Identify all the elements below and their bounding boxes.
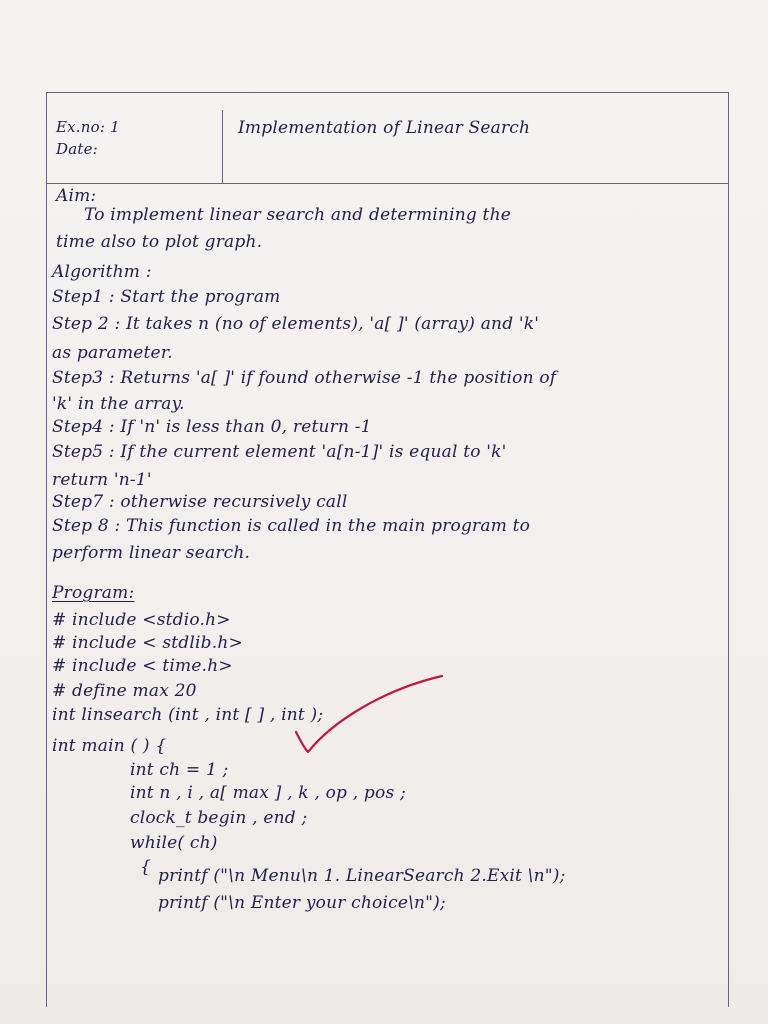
program-line-4: # define max 20 xyxy=(52,681,197,701)
algorithm-step-5-cont: return 'n-1' xyxy=(52,470,152,490)
program-line-3: # include < time.h> xyxy=(52,656,233,676)
algorithm-step-2-cont: as parameter. xyxy=(52,343,173,363)
program-body-line-2: int n , i , a[ max ] , k , op , pos ; xyxy=(130,783,406,803)
program-line-5: int linsearch (int , int [ ] , int ); xyxy=(52,705,324,725)
header-divider-line xyxy=(46,183,729,184)
algorithm-step-8: Step 8 : This function is called in the main program to xyxy=(52,516,531,536)
algorithm-step-3-cont: 'k' in the array. xyxy=(52,394,185,414)
program-heading: Program: xyxy=(52,583,135,603)
program-line-2: # include < stdlib.h> xyxy=(52,633,243,653)
program-body-line-3: clock_t begin , end ; xyxy=(130,808,308,828)
program-inner-line-2: printf ("\n Enter your choice\n"); xyxy=(158,893,446,913)
algorithm-step-3: Step3 : Returns 'a[ ]' if found otherwise -1 the position of xyxy=(52,368,557,388)
aim-line-1: To implement linear search and determining the xyxy=(84,205,511,225)
algorithm-step-4: Step4 : If 'n' is less than 0, return -1 xyxy=(52,417,372,437)
program-line-1: # include <stdio.h> xyxy=(52,610,231,630)
aim-heading: Aim: xyxy=(56,186,97,206)
program-inner-line-1: printf ("\n Menu\n 1. LinearSearch 2.Exit \n"); xyxy=(158,866,566,886)
algorithm-step-1: Step1 : Start the program xyxy=(52,287,281,307)
program-body-line-1: int ch = 1 ; xyxy=(130,760,229,780)
algorithm-step-5: Step5 : If the current element 'a[n-1]' is equal to 'k' xyxy=(52,442,507,462)
program-body-line-4: while( ch) xyxy=(130,833,218,853)
header-vertical-divider xyxy=(222,110,223,183)
algorithm-step-8-cont: perform linear search. xyxy=(52,543,251,563)
date-label: Date: xyxy=(56,140,98,158)
algorithm-heading: Algorithm : xyxy=(52,262,152,282)
red-check-mark-icon xyxy=(292,670,452,760)
page-title: Implementation of Linear Search xyxy=(238,118,531,138)
program-brace: { xyxy=(140,857,152,877)
program-line-6: int main ( ) { xyxy=(52,736,167,756)
ex-no-label: Ex.no: 1 xyxy=(56,118,120,136)
aim-line-2: time also to plot graph. xyxy=(56,232,263,252)
algorithm-step-2: Step 2 : It takes n (no of elements), 'a[ ]' (array) and 'k' xyxy=(52,314,540,334)
algorithm-step-7: Step7 : otherwise recursively call xyxy=(52,492,348,512)
